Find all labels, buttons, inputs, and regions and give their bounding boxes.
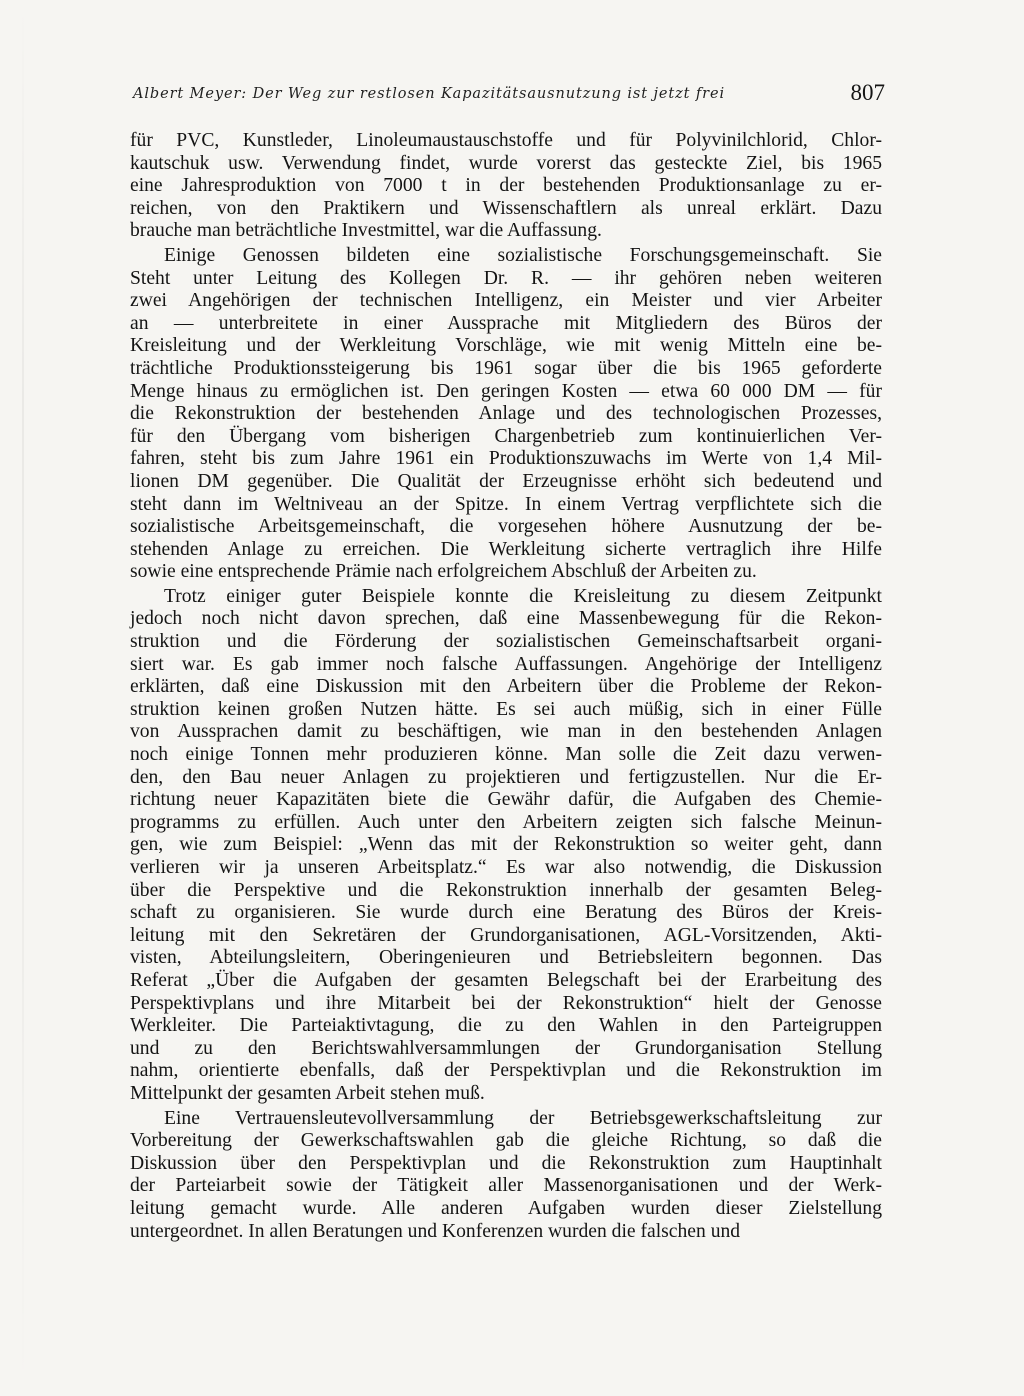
text-line: gen, wie zum Beispiel: „Wenn das mit der Rekonstruktion so weiter geht, dann	[130, 834, 882, 856]
text-line: visten, Abteilungsleitern, Oberingenieuren und Betriebsleitern begonnen. Das	[130, 947, 882, 969]
page-number: 807	[850, 80, 885, 105]
scan-shadow	[22, 0, 24, 1396]
text-line: reichen, von den Praktikern und Wissenschaftlern als unreal erklärt. Dazu	[130, 197, 882, 219]
text-line: Diskussion über den Perspektivplan und die Rekonstruktion zum Hauptinhalt	[130, 1152, 882, 1174]
text-line: für PVC, Kunstleder, Linoleumaustauschstoffe und für Polyvinilchlorid, Chlor-	[130, 130, 882, 151]
text-line: über die Perspektive und die Rekonstruktion innerhalb der gesamten Beleg-	[130, 879, 882, 901]
text-line: kautschuk usw. Verwendung findet, wurde vorerst das gesteckte Ziel, bis 1965	[130, 152, 882, 174]
text-line: brauche man beträchtliche Investmittel, war die Auffassung.	[130, 220, 602, 242]
text-line: leitung gemacht wurde. Alle anderen Aufgaben wurden dieser Zielstellung	[130, 1197, 882, 1219]
text-line: der Parteiarbeit sowie der Tätigkeit aller Massenorganisationen und der Werk-	[130, 1175, 882, 1197]
running-header	[133, 80, 885, 110]
text-line: Perspektivplans und ihre Mitarbeit bei der Rekonstruktion“ hielt der Genosse	[130, 992, 882, 1014]
text-line: jedoch noch nicht davon sprechen, daß eine Massenbewegung für die Rekon-	[130, 608, 882, 630]
text-line: siert war. Es gab immer noch falsche Auffassungen. Angehörige der Intelligenz	[130, 653, 882, 675]
text-line: Steht unter Leitung des Kollegen Dr. R. — ihr gehören neben weiteren	[130, 267, 882, 289]
text-line: schaft zu organisieren. Sie wurde durch eine Beratung des Büros der Kreis-	[130, 902, 882, 924]
text-line: steht dann im Weltniveau an der Spitze. In einem Vertrag verpflichtete sich die	[130, 493, 882, 515]
text-line: die Rekonstruktion der bestehenden Anlage und des technologischen Prozesses,	[130, 403, 882, 425]
text-line: Trotz einiger guter Beispiele konnte die Kreisleitung zu diesem Zeitpunkt	[164, 585, 882, 607]
text-line: lionen DM gegenüber. Die Qualität der Erzeugnisse erhöht sich bedeutend und	[130, 470, 882, 492]
text-line: struktion und die Förderung der sozialistischen Gemeinschaftsarbeit organi-	[130, 631, 882, 653]
text-line: für den Übergang vom bisherigen Chargenbetrieb zum kontinuierlichen Ver-	[130, 425, 882, 447]
paragraph	[130, 586, 882, 1106]
text-line: programms zu erfüllen. Auch unter den Arbeitern zeigten sich falsche Meinun-	[130, 811, 882, 833]
text-line: den, den Bau neuer Anlagen zu projektieren und fertigzustellen. Nur die Er-	[130, 766, 882, 788]
paragraph	[130, 130, 882, 243]
text-line: verlieren wir ja unseren Arbeitsplatz.“ Es war also notwendig, die Diskussion	[130, 857, 882, 878]
text-line: von Aussprachen damit zu beschäftigen, wie man in den bestehenden Anlagen	[130, 721, 882, 743]
text-line: trächtliche Produktionssteigerung bis 1961 sogar über die bis 1965 geforderte	[130, 357, 882, 379]
text-line: erklärten, daß eine Diskussion mit den Arbeitern über die Probleme der Rekon-	[130, 676, 882, 698]
text-line: sozialistische Arbeitsgemeinschaft, die vorgesehen höhere Ausnutzung der be-	[130, 516, 882, 538]
text-line: an — unterbreitete in einer Aussprache mit Mitgliedern des Büros der	[130, 312, 882, 334]
text-line: Kreisleitung und der Werkleitung Vorschläge, wie mit wenig Mitteln eine be-	[130, 335, 882, 357]
text-line: fahren, steht bis zum Jahre 1961 ein Produktionszuwachs im Werte von 1,4 Mil-	[130, 448, 882, 470]
paragraph	[130, 1108, 882, 1244]
text-line: Eine Vertrauensleutevollversammlung der Betriebsgewerkschaftsleitung zur	[164, 1107, 882, 1129]
text-line: Menge hinaus zu ermöglichen ist. Den geringen Kosten — etwa 60 000 DM — für	[130, 380, 882, 402]
paragraph	[130, 245, 882, 584]
body-text	[130, 130, 882, 1243]
text-line: eine Jahresproduktion von 7000 t in der bestehenden Produktionsanlage zu er-	[130, 175, 882, 197]
text-line: Referat „Über die Aufgaben der gesamten Belegschaft bei der Erarbeitung des	[130, 969, 882, 991]
text-line: zwei Angehörigen der technischen Intelligenz, ein Meister und vier Arbeiter	[130, 290, 882, 312]
text-line: Vorbereitung der Gewerkschaftswahlen gab die gleiche Richtung, so daß die	[130, 1130, 882, 1152]
text-line: Mittelpunkt der gesamten Arbeit stehen muß.	[130, 1082, 485, 1104]
text-line: richtung neuer Kapazitäten biete die Gewähr dafür, die Aufgaben des Chemie-	[130, 789, 882, 811]
running-title: Albert Meyer: Der Weg zur restlosen Kapazitätsausnutzung ist jetzt frei	[133, 86, 726, 102]
text-line: stehenden Anlage zu erreichen. Die Werkleitung sicherte vertraglich ihre Hilfe	[130, 538, 882, 560]
text-line: untergeordnet. In allen Beratungen und Konferenzen wurden die falschen und	[130, 1220, 741, 1242]
text-line: und zu den Berichtswahlversammlungen der Grundorganisation Stellung	[130, 1037, 882, 1059]
text-line: noch einige Tonnen mehr produzieren könne. Man solle die Zeit dazu verwen-	[130, 744, 882, 766]
text-line: struktion keinen großen Nutzen hätte. Es sei auch müßig, sich in einer Fülle	[130, 698, 882, 720]
text-line: Einige Genossen bildeten eine sozialistische Forschungsgemeinschaft. Sie	[164, 244, 882, 266]
text-line: nahm, orientierte ebenfalls, daß der Perspektivplan und die Rekonstruktion im	[130, 1060, 882, 1082]
text-line: sowie eine entsprechende Prämie nach erfolgreichem Abschluß der Arbeiten zu.	[130, 561, 757, 583]
text-line: Werkleiter. Die Parteiaktivtagung, die zu den Wahlen in den Parteigruppen	[130, 1015, 882, 1037]
text-line: leitung mit den Sekretären der Grundorganisationen, AGL-Vorsitzenden, Akti-	[130, 924, 882, 946]
